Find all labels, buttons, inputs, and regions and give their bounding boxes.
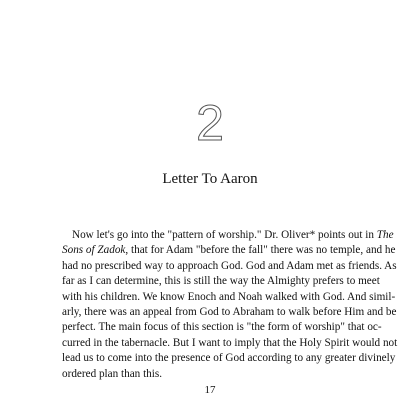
book-title-part-1: The (376, 229, 394, 241)
body-line-10: ordered plan than this. (62, 367, 163, 380)
body-line-3: had no prescribed way to approach God. God and Adam met as friends. As (62, 259, 397, 272)
body-line-6: arly, there was an appeal from God to Abraham to walk before Him and be (62, 306, 397, 319)
body-line-4: far as I can determine, this is still the way the Almighty prefers to meet (62, 275, 380, 288)
body-line-1: Now let's go into the "pattern of worship." Dr. Oliver* points out in The (72, 229, 394, 241)
body-line-2: Sons of Zadok, that for Adam "before the fall" there was no temple, and he (62, 244, 396, 257)
page-number: 17 (204, 384, 216, 396)
chapter-number: 2 (196, 95, 224, 151)
body-line-9: lead us to come into the presence of God according to any greater divinely (62, 352, 396, 365)
body-line-5: with his children. We know Enoch and Noah walked with God. And simil- (62, 290, 396, 303)
body-line-8: curred in the tabernacle. But I want to imply that the Holy Spirit would not (62, 336, 398, 349)
book-title-part-2: Sons of Zadok (62, 244, 126, 257)
body-line-7: perfect. The main focus of this section is "the form of worship" that oc- (62, 321, 382, 334)
chapter-title: Letter To Aaron (162, 171, 258, 187)
body-paragraph (62, 228, 398, 382)
